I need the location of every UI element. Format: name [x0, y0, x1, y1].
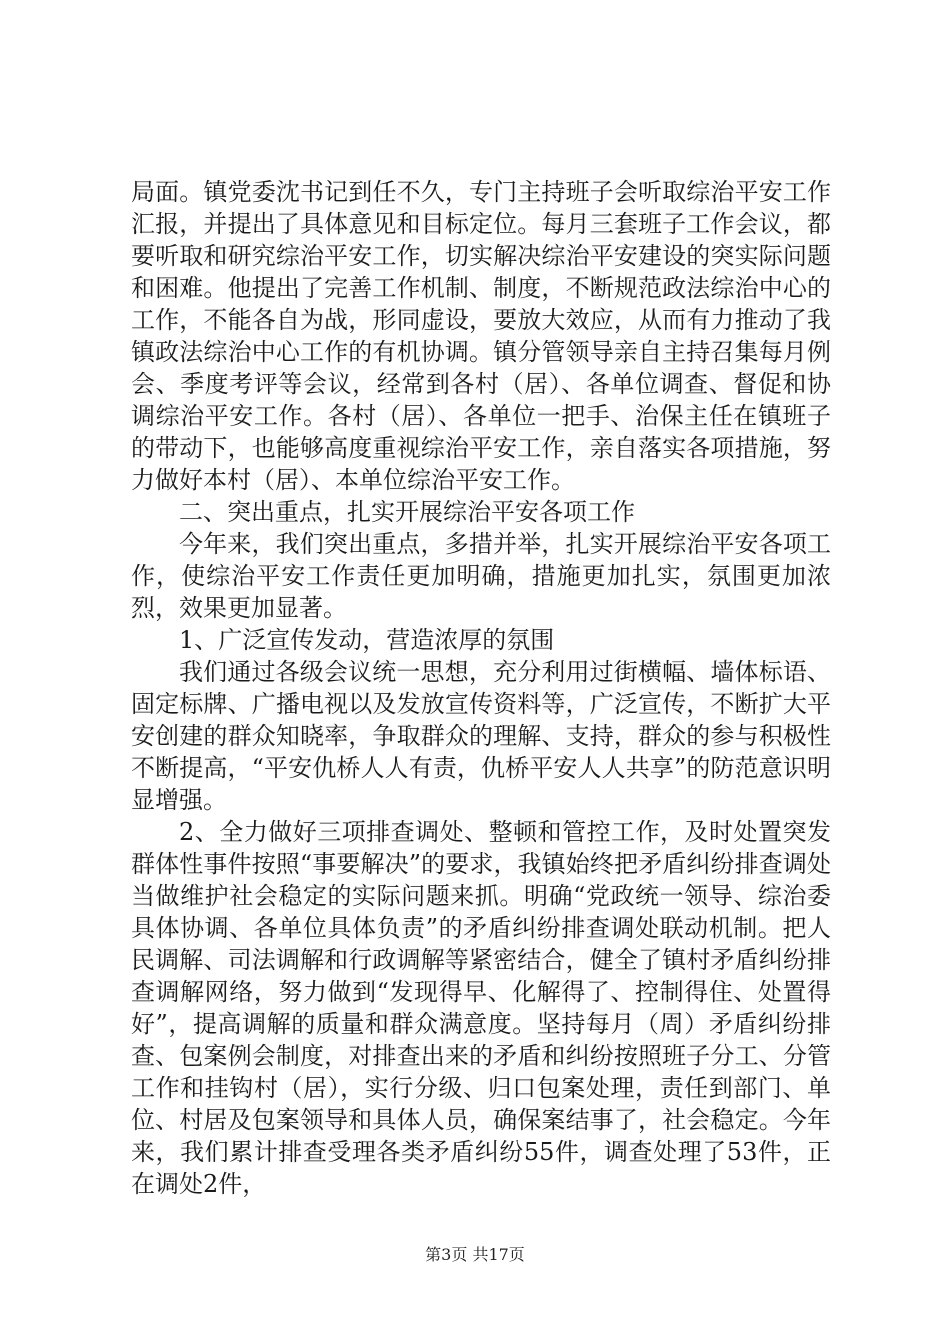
- document-body: [131, 176, 831, 1200]
- page-footer: 第3页 共17页: [425, 1245, 525, 1264]
- section-heading-two: 二、突出重点，扎实开展综治平安各项工作: [179, 498, 635, 526]
- paragraph-publicity: 我们通过各级会议统一思想，充分利用过街横幅、墙体标语、固定标牌、广播电视以及发放宣传资料等，广泛宣传，不断扩大平安创建的群众知晓率，争取群众的理解、支持，群众的参与积极性不断提高，“平安仇桥人人有责，仇桥平安人人共享”的防范意识明显增强。: [131, 658, 831, 814]
- subsection-heading-one: 1、广泛宣传发动，营造浓厚的氛围: [179, 626, 555, 654]
- paragraph-section-intro: 今年来，我们突出重点，多措并举，扎实开展综治平安各项工作，使综治平安工作责任更加明确，措施更加扎实，氛围更加浓烈，效果更加显著。: [131, 530, 831, 622]
- paragraph-leadership: 局面。镇党委沈书记到任不久，专门主持班子会听取综治平安工作汇报，并提出了具体意见和目标定位。每月三套班子工作会议，都要听取和研究综治平安工作，切实解决综治平安建设的突实际问题和困难。他提出了完善工作机制、制度，不断规范政法综治中心的工作，不能各自为战，形同虚设，要放大效应，从而有力推动了我镇政法综治中心工作的有机协调。镇分管领导亲自主持召集每月例会、季度考评等会议，经常到各村（居）、各单位调查、督促和协调综治平安工作。各村（居）、各单位一把手、治保主任在镇班子的带动下，也能够高度重视综治平安工作，亲自落实各项措施，努力做好本村（居）、本单位综治平安工作。: [131, 178, 831, 494]
- paragraph-dispute-resolution: 2、全力做好三项排查调处、整顿和管控工作，及时处置突发群体性事件按照“事要解决”的要求，我镇始终把矛盾纠纷排查调处当做维护社会稳定的实际问题来抓。明确“党政统一领导、综治委具体协调、各单位具体负责”的矛盾纠纷排查调处联动机制。把人民调解、司法调解和行政调解等紧密结合，健全了镇村矛盾纠纷排查调解网络，努力做到“发现得早、化解得了、控制得住、处置得好”，提高调解的质量和群众满意度。坚持每月（周）矛盾纠纷排查、包案例会制度，对排查出来的矛盾和纠纷按照班子分工、分管工作和挂钩村（居），实行分级、归口包案处理，责任到部门、单位、村居及包案领导和具体人员，确保案结事了，社会稳定。今年来，我们累计排查受理各类矛盾纠纷55件，调查处理了53件，正在调处2件，: [131, 818, 831, 1198]
